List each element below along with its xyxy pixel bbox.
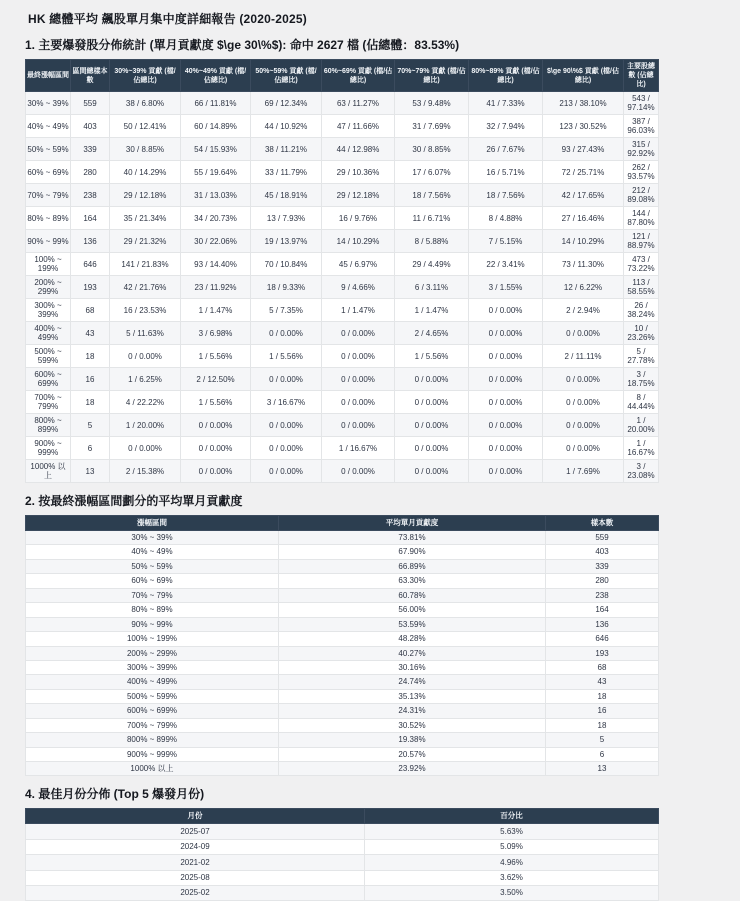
table-cell: 93 / 14.40%: [181, 253, 251, 276]
table-cell: 8 / 44.44%: [624, 391, 659, 414]
table-cell: 35.13%: [279, 689, 546, 703]
table-row: [26, 414, 659, 437]
table-cell: 18: [71, 345, 110, 368]
table-cell: 20.57%: [279, 747, 546, 761]
table-cell: 27 / 16.46%: [543, 207, 624, 230]
table-cell: 164: [71, 207, 110, 230]
table-row: [26, 322, 659, 345]
header-row: [26, 60, 659, 92]
table-cell: 24.31%: [279, 704, 546, 718]
table-row: [26, 138, 659, 161]
table-cell: 8 / 5.88%: [395, 230, 469, 253]
table-cell: 38 / 6.80%: [110, 92, 181, 115]
table-cell: 35 / 21.34%: [110, 207, 181, 230]
table-cell: 70 / 10.84%: [251, 253, 322, 276]
column-header: 50%~59% 貢獻 (檔/佔總比): [251, 60, 322, 92]
table-cell: 6 / 3.11%: [395, 276, 469, 299]
table-cell: 0 / 0.00%: [469, 414, 543, 437]
table-cell: 136: [546, 617, 659, 631]
table-cell: 31 / 7.69%: [395, 115, 469, 138]
table-cell: 16: [546, 704, 659, 718]
table-cell: 339: [71, 138, 110, 161]
table-row: [26, 632, 659, 646]
table-cell: 121 / 88.97%: [624, 230, 659, 253]
table-cell: 0 / 0.00%: [469, 345, 543, 368]
table-cell: 403: [546, 545, 659, 559]
table-cell: 6: [71, 437, 110, 460]
table-cell: 0 / 0.00%: [251, 322, 322, 345]
table-row: [26, 646, 659, 660]
table-cell: 30 / 8.85%: [395, 138, 469, 161]
table-cell: 63.30%: [279, 574, 546, 588]
table-row: [26, 276, 659, 299]
table-row: [26, 689, 659, 703]
table-cell: 3 / 23.08%: [624, 460, 659, 483]
section-title-best-months: 4. 最佳月份分佈 (Top 5 爆發月份): [25, 787, 205, 802]
table-cell: 100% ~ 199%: [26, 632, 279, 646]
table-cell: 387 / 96.03%: [624, 115, 659, 138]
table-cell: 7 / 5.15%: [469, 230, 543, 253]
table-cell: 67.90%: [279, 545, 546, 559]
table-row: [26, 747, 659, 761]
table-cell: 0 / 0.00%: [543, 391, 624, 414]
table-cell: 42 / 17.65%: [543, 184, 624, 207]
table-cell: 2 / 12.50%: [181, 368, 251, 391]
table-cell: 12 / 6.22%: [543, 276, 624, 299]
table-cell: 646: [546, 632, 659, 646]
table-cell: 19 / 13.97%: [251, 230, 322, 253]
table-cell: 13: [546, 762, 659, 776]
table-cell: 42 / 21.76%: [110, 276, 181, 299]
table-cell: 40 / 14.29%: [110, 161, 181, 184]
breakout-distribution-table: [25, 59, 659, 483]
table-cell: 1 / 16.67%: [624, 437, 659, 460]
table-cell: 0 / 0.00%: [395, 391, 469, 414]
table-cell: 339: [546, 559, 659, 573]
table-cell: 44 / 12.98%: [322, 138, 395, 161]
table-row: [26, 559, 659, 573]
table-cell: 14 / 10.29%: [543, 230, 624, 253]
table-cell: 2025-08: [26, 870, 365, 885]
table-cell: 30% ~ 39%: [26, 92, 71, 115]
column-header: 80%~89% 貢獻 (檔/佔總比): [469, 60, 543, 92]
table-cell: 41 / 7.33%: [469, 92, 543, 115]
table-cell: 113 / 58.55%: [624, 276, 659, 299]
section-title-breakout-stats: 1. 主要爆發股分佈統計 (單月貢獻度 $\ge 30\%$): 命中 2627 檔 (佔總體：83.53%): [25, 38, 460, 52]
section-title-average-contribution: 2. 按最終漲幅區間劃分的平均單月貢獻度: [25, 494, 243, 509]
table-cell: 60% ~ 69%: [26, 161, 71, 184]
table-cell: 1 / 1.47%: [395, 299, 469, 322]
table-cell: 0 / 0.00%: [322, 368, 395, 391]
table-cell: 16 / 23.53%: [110, 299, 181, 322]
table-cell: 3 / 18.75%: [624, 368, 659, 391]
table-row: [26, 675, 659, 689]
table-cell: 48.28%: [279, 632, 546, 646]
table-cell: 1 / 1.47%: [322, 299, 395, 322]
table-cell: 0 / 0.00%: [251, 437, 322, 460]
table-cell: 56.00%: [279, 603, 546, 617]
table-cell: 144 / 87.80%: [624, 207, 659, 230]
table-cell: 0 / 0.00%: [181, 414, 251, 437]
column-header: 月份: [26, 809, 365, 824]
table-cell: 54 / 15.93%: [181, 138, 251, 161]
table-cell: 300% ~ 399%: [26, 299, 71, 322]
table-cell: 14 / 10.29%: [322, 230, 395, 253]
table-cell: 0 / 0.00%: [469, 437, 543, 460]
table-cell: 60 / 14.89%: [181, 115, 251, 138]
table-cell: 1 / 5.56%: [181, 345, 251, 368]
table-cell: 0 / 0.00%: [322, 414, 395, 437]
table-cell: 0 / 0.00%: [469, 391, 543, 414]
table-cell: 0 / 0.00%: [110, 437, 181, 460]
table-cell: 5: [546, 733, 659, 747]
table-cell: 1 / 6.25%: [110, 368, 181, 391]
table-cell: 1 / 5.56%: [251, 345, 322, 368]
table-cell: 29 / 4.49%: [395, 253, 469, 276]
table-cell: 3.50%: [365, 885, 659, 900]
table-cell: 212 / 89.08%: [624, 184, 659, 207]
table-cell: 0 / 0.00%: [469, 299, 543, 322]
table-cell: 100% ~ 199%: [26, 253, 71, 276]
table-cell: 40.27%: [279, 646, 546, 660]
table-row: [26, 855, 659, 870]
table-row: [26, 574, 659, 588]
table-cell: 8 / 4.88%: [469, 207, 543, 230]
table-row: [26, 368, 659, 391]
table-row: [26, 115, 659, 138]
table-cell: 646: [71, 253, 110, 276]
table-row: [26, 161, 659, 184]
table-cell: 90% ~ 99%: [26, 230, 71, 253]
table-row: [26, 184, 659, 207]
table-cell: 80% ~ 89%: [26, 603, 279, 617]
table-cell: 5.63%: [365, 824, 659, 839]
table-cell: 900% ~ 999%: [26, 437, 71, 460]
table-cell: 50% ~ 59%: [26, 138, 71, 161]
table-cell: 31 / 13.03%: [181, 184, 251, 207]
table-cell: 63 / 11.27%: [322, 92, 395, 115]
table-cell: 50% ~ 59%: [26, 559, 279, 573]
column-header: 主要股總數 (佔總比): [624, 60, 659, 92]
table-cell: 6: [546, 747, 659, 761]
table-cell: 66 / 11.81%: [181, 92, 251, 115]
table-cell: 193: [546, 646, 659, 660]
table-cell: 600% ~ 699%: [26, 368, 71, 391]
table-cell: 93 / 27.43%: [543, 138, 624, 161]
table-cell: 29 / 10.36%: [322, 161, 395, 184]
table-cell: 543 / 97.14%: [624, 92, 659, 115]
table-row: [26, 460, 659, 483]
table-cell: 141 / 21.83%: [110, 253, 181, 276]
table-row: [26, 839, 659, 854]
table-row: [26, 230, 659, 253]
table-row: [26, 207, 659, 230]
column-header: 百分比: [365, 809, 659, 824]
table-cell: 2021-02: [26, 855, 365, 870]
table-cell: 18: [546, 718, 659, 732]
table-row: [26, 545, 659, 559]
table-cell: 60.78%: [279, 588, 546, 602]
table-cell: 473 / 73.22%: [624, 253, 659, 276]
table-cell: 16: [71, 368, 110, 391]
header-row: [26, 516, 659, 531]
table-cell: 5 / 7.35%: [251, 299, 322, 322]
table-cell: 16 / 5.71%: [469, 161, 543, 184]
table-row: [26, 437, 659, 460]
table-cell: 29 / 21.32%: [110, 230, 181, 253]
table-cell: 29 / 12.18%: [110, 184, 181, 207]
table-cell: 10 / 23.26%: [624, 322, 659, 345]
table-cell: 0 / 0.00%: [469, 368, 543, 391]
table-cell: 0 / 0.00%: [395, 368, 469, 391]
table-cell: 5 / 27.78%: [624, 345, 659, 368]
table-cell: 45 / 18.91%: [251, 184, 322, 207]
table-cell: 1 / 1.47%: [181, 299, 251, 322]
table-cell: 200% ~ 299%: [26, 646, 279, 660]
table-cell: 0 / 0.00%: [181, 437, 251, 460]
table-cell: 68: [546, 660, 659, 674]
table-cell: 559: [546, 531, 659, 545]
table-cell: 50 / 12.41%: [110, 115, 181, 138]
table-cell: 80% ~ 89%: [26, 207, 71, 230]
table-cell: 16 / 9.76%: [322, 207, 395, 230]
table-row: [26, 531, 659, 545]
table-cell: 3 / 16.67%: [251, 391, 322, 414]
table-row: [26, 718, 659, 732]
table-cell: 800% ~ 899%: [26, 414, 71, 437]
column-header: 70%~79% 貢獻 (檔/佔總比): [395, 60, 469, 92]
table-row: [26, 617, 659, 631]
table-cell: 600% ~ 699%: [26, 704, 279, 718]
table-cell: 0 / 0.00%: [469, 460, 543, 483]
table-cell: 2025-07: [26, 824, 365, 839]
column-header: 平均單月貢獻度: [279, 516, 546, 531]
table-cell: 0 / 0.00%: [322, 345, 395, 368]
table-cell: 70% ~ 79%: [26, 588, 279, 602]
column-header: $\ge 90\%$ 貢獻 (檔/佔總比): [543, 60, 624, 92]
table-row: [26, 885, 659, 900]
column-header: 漲幅區間: [26, 516, 279, 531]
table-cell: 300% ~ 399%: [26, 660, 279, 674]
column-header: 30%~39% 貢獻 (檔/佔總比): [110, 60, 181, 92]
table-cell: 0 / 0.00%: [251, 368, 322, 391]
table-cell: 213 / 38.10%: [543, 92, 624, 115]
table-cell: 1000% 以上: [26, 460, 71, 483]
table-cell: 90% ~ 99%: [26, 617, 279, 631]
table-cell: 900% ~ 999%: [26, 747, 279, 761]
table-cell: 2024-09: [26, 839, 365, 854]
table-cell: 0 / 0.00%: [543, 368, 624, 391]
table-cell: 47 / 11.66%: [322, 115, 395, 138]
table-cell: 2025-02: [26, 885, 365, 900]
table-cell: 238: [546, 588, 659, 602]
table-cell: 1 / 16.67%: [322, 437, 395, 460]
table-cell: 22 / 3.41%: [469, 253, 543, 276]
table-cell: 43: [546, 675, 659, 689]
table-cell: 5 / 11.63%: [110, 322, 181, 345]
table-cell: 400% ~ 499%: [26, 322, 71, 345]
table-row: [26, 345, 659, 368]
column-header: 60%~69% 貢獻 (檔/佔總比): [322, 60, 395, 92]
table-row: [26, 704, 659, 718]
table-cell: 60% ~ 69%: [26, 574, 279, 588]
table-cell: 2 / 15.38%: [110, 460, 181, 483]
table-cell: 30.52%: [279, 718, 546, 732]
table-cell: 53.59%: [279, 617, 546, 631]
table-cell: 70% ~ 79%: [26, 184, 71, 207]
table-row: [26, 588, 659, 602]
table-cell: 0 / 0.00%: [251, 414, 322, 437]
table-cell: 18: [71, 391, 110, 414]
table-cell: 3 / 1.55%: [469, 276, 543, 299]
column-header: 樣本數: [546, 516, 659, 531]
table-cell: 18: [546, 689, 659, 703]
table-cell: 700% ~ 799%: [26, 718, 279, 732]
table-cell: 403: [71, 115, 110, 138]
table-cell: 53 / 9.48%: [395, 92, 469, 115]
page-title: HK 總體平均 飆股單月集中度詳細報告 (2020-2025): [28, 12, 307, 26]
column-header: 最終漲幅區間: [26, 60, 71, 92]
table-cell: 26 / 7.67%: [469, 138, 543, 161]
table-cell: 1 / 20.00%: [624, 414, 659, 437]
table-cell: 0 / 0.00%: [322, 391, 395, 414]
table-cell: 32 / 7.94%: [469, 115, 543, 138]
table-cell: 4 / 22.22%: [110, 391, 181, 414]
table-cell: 33 / 11.79%: [251, 161, 322, 184]
table-row: [26, 92, 659, 115]
table-cell: 73 / 11.30%: [543, 253, 624, 276]
table-cell: 26 / 38.24%: [624, 299, 659, 322]
table-cell: 5: [71, 414, 110, 437]
table-cell: 30 / 22.06%: [181, 230, 251, 253]
table-cell: 0 / 0.00%: [322, 460, 395, 483]
table-row: [26, 870, 659, 885]
table-cell: 4.96%: [365, 855, 659, 870]
column-header: 區間總樣本數: [71, 60, 110, 92]
table-cell: 9 / 4.66%: [322, 276, 395, 299]
table-cell: 193: [71, 276, 110, 299]
column-header: 40%~49% 貢獻 (檔/佔總比): [181, 60, 251, 92]
table-cell: 43: [71, 322, 110, 345]
table-cell: 45 / 6.97%: [322, 253, 395, 276]
table-cell: 3 / 6.98%: [181, 322, 251, 345]
table-cell: 280: [546, 574, 659, 588]
table-cell: 1000% 以上: [26, 762, 279, 776]
table-cell: 1 / 20.00%: [110, 414, 181, 437]
table-cell: 200% ~ 299%: [26, 276, 71, 299]
table-cell: 164: [546, 603, 659, 617]
table-row: [26, 391, 659, 414]
table-cell: 29 / 12.18%: [322, 184, 395, 207]
table-row: [26, 824, 659, 839]
table-cell: 0 / 0.00%: [251, 460, 322, 483]
table-cell: 18 / 7.56%: [469, 184, 543, 207]
table-cell: 23.92%: [279, 762, 546, 776]
table-cell: 123 / 30.52%: [543, 115, 624, 138]
table-cell: 13 / 7.93%: [251, 207, 322, 230]
table-cell: 1 / 5.56%: [181, 391, 251, 414]
table-cell: 72 / 25.71%: [543, 161, 624, 184]
table-cell: 24.74%: [279, 675, 546, 689]
table-row: [26, 253, 659, 276]
table-cell: 66.89%: [279, 559, 546, 573]
table-cell: 11 / 6.71%: [395, 207, 469, 230]
table-cell: 44 / 10.92%: [251, 115, 322, 138]
table-cell: 18 / 9.33%: [251, 276, 322, 299]
table-cell: 2 / 4.65%: [395, 322, 469, 345]
table-cell: 559: [71, 92, 110, 115]
table-cell: 315 / 92.92%: [624, 138, 659, 161]
table-row: [26, 603, 659, 617]
table-cell: 0 / 0.00%: [395, 414, 469, 437]
table-cell: 400% ~ 499%: [26, 675, 279, 689]
table-cell: 0 / 0.00%: [395, 460, 469, 483]
table-cell: 38 / 11.21%: [251, 138, 322, 161]
table-cell: 73.81%: [279, 531, 546, 545]
table-cell: 800% ~ 899%: [26, 733, 279, 747]
table-cell: 0 / 0.00%: [543, 322, 624, 345]
table-cell: 0 / 0.00%: [543, 437, 624, 460]
best-months-table: [25, 808, 659, 901]
table-cell: 18 / 7.56%: [395, 184, 469, 207]
table-cell: 5.09%: [365, 839, 659, 854]
table-row: [26, 762, 659, 776]
table-cell: 40% ~ 49%: [26, 115, 71, 138]
table-cell: 0 / 0.00%: [543, 414, 624, 437]
table-cell: 13: [71, 460, 110, 483]
table-row: [26, 660, 659, 674]
table-cell: 262 / 93.57%: [624, 161, 659, 184]
table-cell: 3.62%: [365, 870, 659, 885]
header-row: [26, 809, 659, 824]
table-cell: 69 / 12.34%: [251, 92, 322, 115]
table-cell: 700% ~ 799%: [26, 391, 71, 414]
table-cell: 136: [71, 230, 110, 253]
table-cell: 1 / 7.69%: [543, 460, 624, 483]
table-cell: 2 / 11.11%: [543, 345, 624, 368]
table-cell: 30 / 8.85%: [110, 138, 181, 161]
table-cell: 19.38%: [279, 733, 546, 747]
table-cell: 0 / 0.00%: [469, 322, 543, 345]
table-cell: 2 / 2.94%: [543, 299, 624, 322]
table-cell: 0 / 0.00%: [395, 437, 469, 460]
table-cell: 500% ~ 599%: [26, 345, 71, 368]
table-cell: 500% ~ 599%: [26, 689, 279, 703]
table-row: [26, 299, 659, 322]
table-cell: 0 / 0.00%: [110, 345, 181, 368]
table-cell: 238: [71, 184, 110, 207]
table-cell: 55 / 19.64%: [181, 161, 251, 184]
table-cell: 30% ~ 39%: [26, 531, 279, 545]
table-cell: 17 / 6.07%: [395, 161, 469, 184]
table-cell: 34 / 20.73%: [181, 207, 251, 230]
table-cell: 0 / 0.00%: [181, 460, 251, 483]
table-cell: 40% ~ 49%: [26, 545, 279, 559]
table-cell: 0 / 0.00%: [322, 322, 395, 345]
table-cell: 68: [71, 299, 110, 322]
table-cell: 1 / 5.56%: [395, 345, 469, 368]
table-cell: 23 / 11.92%: [181, 276, 251, 299]
average-contribution-table: [25, 515, 659, 776]
table-cell: 280: [71, 161, 110, 184]
table-row: [26, 733, 659, 747]
table-cell: 30.16%: [279, 660, 546, 674]
